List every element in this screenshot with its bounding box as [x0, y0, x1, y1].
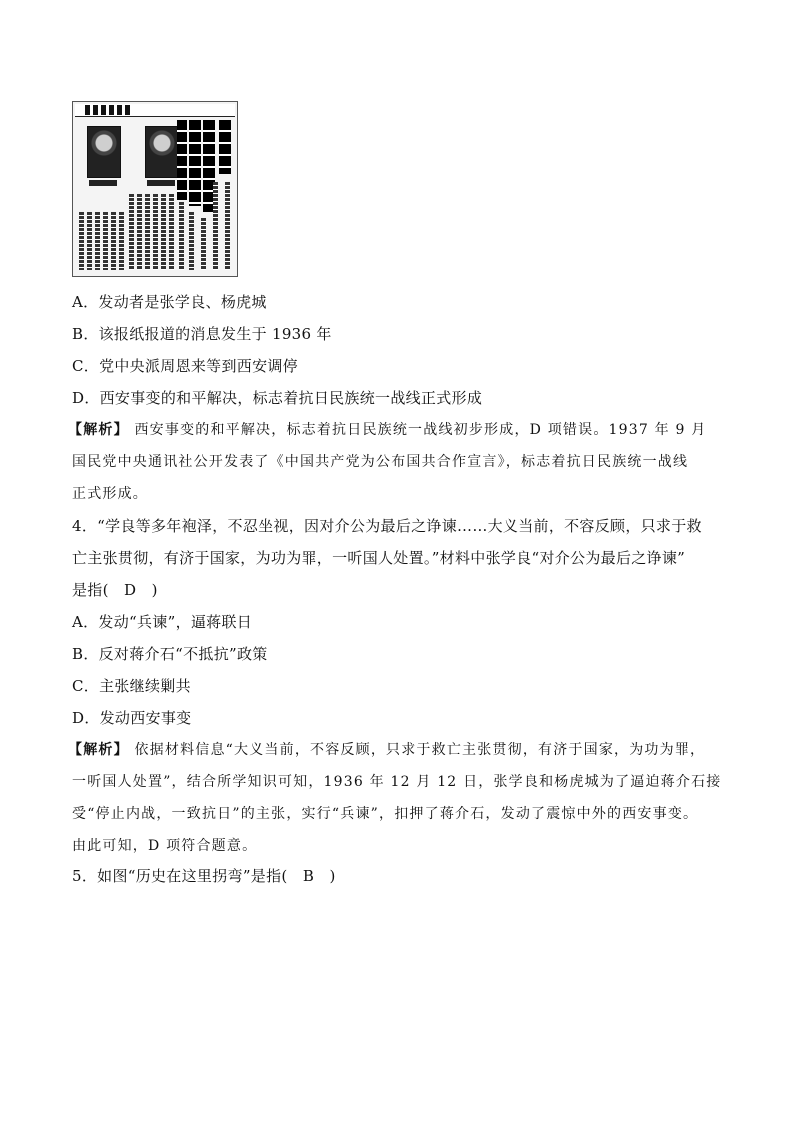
q4-option-a: A．发动“兵谏”，逼蒋联日: [72, 613, 253, 631]
q4-option-d: D．发动西安事变: [72, 709, 192, 727]
q4-stem-line2: 亡主张贯彻，有济于国家，为功为罪，一听国人处置。”材料中张学良“对介公为最后之诤谏”: [72, 549, 686, 567]
q5-stem: 5．如图“历史在这里拐弯”是指( B ): [72, 867, 336, 885]
q4-stem-line3: 是指( D ): [72, 581, 158, 599]
portrait-photo-left: [87, 126, 121, 178]
q3-option-d: D．西安事变的和平解决，标志着抗日民族统一战线正式形成: [72, 389, 483, 407]
analysis-label: 【解析】: [68, 742, 129, 758]
q4-analysis-line4: 由此可知，D 项符合题意。: [72, 838, 258, 854]
newspaper-masthead: [75, 104, 235, 117]
portrait-photo-right: [145, 126, 179, 178]
analysis-label: 【解析】: [68, 422, 129, 438]
q3-analysis-line1: 【解析】 西安事变的和平解决，标志着抗日民族统一战线初步形成，D 项错误。1937 年 9 月: [68, 422, 707, 438]
q3-option-b: B．该报纸报道的消息发生于 1936 年: [72, 325, 332, 343]
q4-stem-line1: 4．“学良等多年袍泽，不忍坐视，因对介公为最后之诤谏……大义当前，不容反顾，只求于救: [72, 517, 702, 535]
q3-option-a: A．发动者是张学良、杨虎城: [72, 293, 267, 311]
q4-option-b: B．反对蒋介石“不抵抗”政策: [72, 645, 268, 663]
q4-analysis-line2: 一听国人处置”，结合所学知识可知，1936 年 12 月 12 日，张学良和杨虎城为了逼迫蒋介石接: [72, 774, 722, 790]
q4-option-c: C．主张继续剿共: [72, 677, 191, 695]
q4-analysis-line1: 【解析】 依据材料信息“大义当前，不容反顾，只求于救亡主张贯彻，有济于国家，为功为罪，: [68, 742, 706, 758]
q4-analysis-line3: 受“停止内战，一致抗日”的主张，实行“兵谏”，扣押了蒋介石，发动了震惊中外的西安事变。: [72, 806, 699, 822]
q3-analysis-line3: 正式形成。: [72, 486, 148, 502]
q3-option-c: C．党中央派周恩来等到西安调停: [72, 357, 298, 375]
newspaper-image: [72, 101, 238, 277]
q3-analysis-line2: 国民党中央通讯社公开发表了《中国共产党为公布国共合作宣言》，标志着抗日民族统一战线: [72, 454, 689, 470]
